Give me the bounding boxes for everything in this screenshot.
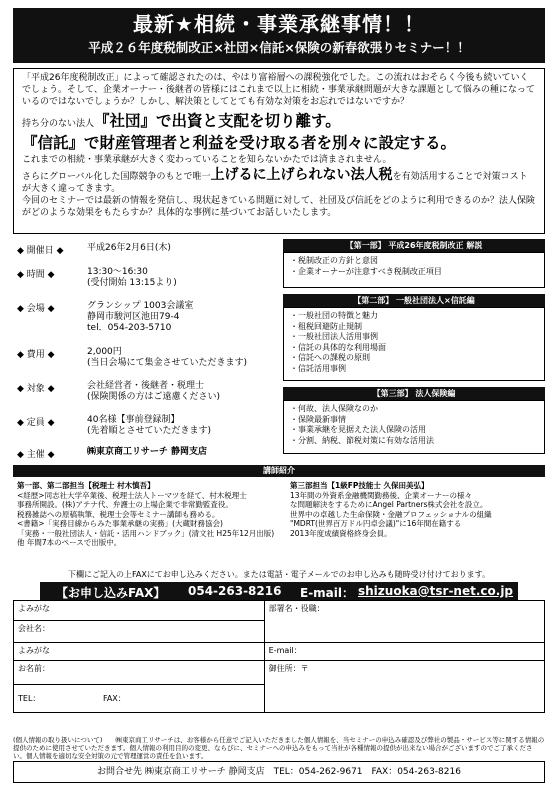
detail-value: (先着順とさせていただきます) bbox=[87, 426, 212, 436]
company-label: 会社名： bbox=[18, 624, 50, 633]
session-item: ・税制改正の方針と意図 bbox=[290, 256, 378, 265]
session-3-box bbox=[283, 400, 545, 454]
lecturer-1-bio: 「実務・一般社団法人・信託・活用ハンドブック」(清文社 H25年12月出版) 他 年間7本のペースで出版中。 bbox=[17, 528, 282, 547]
dept-field[interactable] bbox=[264, 601, 544, 643]
privacy-notice: (個人情報の取り扱いについて) ㈱東京商工リサーチは、お客様から任意でご記入いただきました個人情報を、当セミナーの申込み確認及び弊社の製品・サービス等に関する情報の提供のために使用させていただきます。個人情報の利用目的の変更、ならびに、セミナーへの申込みをもって当社が各種情報の提供が出来ない場合がございますのでご了承ください。個人情報を適切な安全対策の元で管理運営の責任を負います。 bbox=[13, 736, 545, 760]
detail-value: (当日会場にて集金させていただきます) bbox=[87, 358, 248, 368]
fax-label: 【お申し込みFAX】 bbox=[56, 586, 166, 600]
detail-value: (保険関係の方はご遠慮ください) bbox=[87, 392, 221, 402]
intro-line-tax bbox=[22, 169, 536, 195]
name-furigana-field[interactable] bbox=[14, 643, 265, 661]
name-label: お名前： bbox=[18, 664, 50, 673]
address-field[interactable] bbox=[264, 661, 544, 713]
intro-shadan-heading: 『社団』で出資と支配を切り離す。 bbox=[94, 112, 341, 130]
email-field[interactable] bbox=[264, 643, 544, 661]
company-field[interactable] bbox=[14, 621, 265, 643]
session-1-title: 【第一部】 平成26年度税制改正 解説 bbox=[283, 239, 545, 252]
fax-banner bbox=[40, 582, 518, 601]
detail-value: (受付開始 13:15より) bbox=[87, 278, 177, 288]
lecturer-2-bio: 13年間の外資系金融機関勤務後、企業オーナーの様々 bbox=[290, 490, 473, 500]
page-subtitle: 平成２６年度税制改正×社団×信託×保険の新春欲張りセミナー！！ bbox=[88, 40, 470, 55]
intro-tax-heading: 上げるに上げられない法人税 bbox=[210, 167, 393, 183]
intro-box bbox=[13, 68, 545, 234]
session-item: ・保険最新事情 bbox=[290, 414, 346, 424]
intro-paragraph-4: これまでの相続・事業承継が大きく変わっていることを知らないかたでは済まされません。 bbox=[22, 155, 392, 165]
header-banner bbox=[13, 8, 545, 63]
detail-label: ◆ 主催 ◆ bbox=[17, 450, 55, 460]
session-item: ・分割、納税、節税対策に有効な活用法 bbox=[290, 435, 434, 445]
session-item: ・信託活用事例 bbox=[290, 363, 346, 373]
email-field-label: E-mail： bbox=[268, 646, 302, 655]
furigana-label: よみがな bbox=[18, 646, 50, 655]
page-title: 最新★相続・事業承継事情！！ bbox=[133, 12, 425, 36]
lecturers-heading: 講師紹介 bbox=[13, 465, 545, 477]
detail-label: ◆ 対象 ◆ bbox=[17, 384, 55, 394]
lecturer-1-bio: <経歴>同志社大学卒業後、税理士法人トーマツを経て、村木税理士 bbox=[17, 490, 247, 500]
tel-label: TEL： bbox=[18, 694, 41, 703]
detail-label: ◆ 会場 ◆ bbox=[17, 304, 55, 314]
detail-value: 2,000円 bbox=[87, 347, 122, 357]
email-link[interactable]: shizuoka@tsr-net.co.jp bbox=[358, 584, 514, 598]
email-label: E-mail： bbox=[300, 586, 355, 600]
session-item: ・企業オーナーが注意すべき税制改正項目 bbox=[290, 266, 442, 276]
session-item: ・信託への課税の原則 bbox=[290, 353, 370, 362]
lecturer-2-bio: 2013年度成績資格終身会員。 bbox=[290, 528, 392, 538]
lecturer-2-bio: "MDRT(世界百万ドル円卓会議)"に16年間在籍する bbox=[290, 519, 462, 528]
lecturer-1-bio: 税務雑誌への原稿執筆、税理士会等セミナー講師も務める。 bbox=[17, 509, 220, 519]
furigana-field[interactable] bbox=[14, 601, 265, 621]
address-label: 御住所：〒 bbox=[268, 664, 309, 673]
session-2-title: 【第二部】 一般社団法人×信託編 bbox=[283, 294, 545, 307]
lecturer-1-bio: <書籍>「実務目線からみた事業承継の実務」(大蔵財務協会) bbox=[17, 519, 223, 528]
name-field[interactable] bbox=[14, 661, 265, 685]
dept-label: 部署名・役職： bbox=[268, 604, 325, 613]
lecturer-2-bio: な問題解決をするためにAngel Partners株式会社を設立。 bbox=[290, 500, 488, 509]
session-1-box bbox=[283, 252, 545, 288]
session-item: ・租税回避防止規制 bbox=[290, 321, 362, 331]
intro-line-shadan bbox=[22, 110, 536, 132]
lecturer-1-bio: 事務所開設。(株)アテナ代、弁護士の上場企業で非常勤監査役。 bbox=[17, 500, 233, 509]
session-item: ・事業承継を見据えた法人保険の活用 bbox=[290, 425, 426, 434]
intro-paragraph-1: 「平成26年度税制改正」によって確認されたのは、やはり富裕層への課税強化でした。この流れはおそらく今後も続いていくでしょう。そして、企業オーナー・後継者の皆様にはこれまで以上に相続・事業承継問題が大きな課題として悩みの種になっているのではないでしょうか？しかし、解決策としてとても有効な対策をお忘れではないですか？ bbox=[22, 73, 535, 107]
lecturer-2-bio: 世界中の卓越した生命保険・金融プロフェッショナルの組織 bbox=[290, 509, 492, 519]
session-item: ・何故、法人保険なのか bbox=[290, 404, 378, 413]
session-item: ・一般社団法人活用事例 bbox=[290, 332, 378, 341]
intro-paragraph-6: 今回のセミナーでは最新の情報を発信し、現状起きている問題に対して、社団及び信託をどのように利用できるのか？法人保険がどのような効果をもたらすか？具体的な事例に基づいてお話しいたします。 bbox=[22, 196, 535, 218]
detail-value: tel．054-203-5710 bbox=[87, 323, 172, 333]
detail-value: 静岡市駿河区池田79-4 bbox=[87, 312, 180, 322]
contact-footer: お問合せ先 ㈱東京商工リサーチ 静岡支店 TEL：054-262-9671 FAX：054-263-8216 bbox=[13, 761, 545, 783]
session-item: ・一般社団の特徴と魅力 bbox=[290, 311, 378, 320]
session-item: ・信託の具体的な利用場面 bbox=[290, 342, 386, 352]
intro-tax-suffix: を有効活用することで対策コストが大きく違ってきます。 bbox=[22, 172, 528, 194]
detail-label: ◆ 開催日 ◆ bbox=[17, 246, 64, 256]
session-list bbox=[283, 239, 545, 454]
detail-value: 会社経営者・後継者・税理士 bbox=[87, 381, 205, 391]
application-note: 下欄にご記入の上FAXにてお申し込みください。または電話・電子メールでのお申し込みも随時受け付けております。 bbox=[67, 570, 490, 579]
detail-label: ◆ 時間 ◆ bbox=[17, 270, 55, 280]
application-form bbox=[13, 600, 545, 713]
detail-label: ◆ 費用 ◆ bbox=[17, 350, 55, 360]
fax-number[interactable]: 054-263-8216 bbox=[188, 584, 282, 598]
intro-tax-prefix: さらにグローバル化した国際競争のもとで唯一 bbox=[22, 172, 211, 182]
fax-field-label: FAX： bbox=[102, 694, 126, 703]
detail-value: 40名様【事前登録制】 bbox=[87, 415, 180, 425]
lecturer-2-name: 第三部担当【1級FP技能士 久保田美弘】 bbox=[290, 481, 429, 490]
intro-trust-heading: 『信託』で財産管理者と利益を受け取る者を別々に設定する。 bbox=[22, 134, 457, 152]
intro-shadan-prefix: 持ち分のない法人 bbox=[22, 119, 95, 129]
lecturer-2 bbox=[290, 481, 545, 538]
detail-label: ◆ 定員 ◆ bbox=[17, 418, 55, 428]
session-2-box bbox=[283, 307, 545, 381]
furigana-label: よみがな bbox=[18, 604, 50, 613]
lecturer-1 bbox=[17, 481, 282, 548]
tel-fax-field[interactable] bbox=[14, 685, 265, 713]
detail-value: 13:30〜16:30 bbox=[87, 267, 148, 277]
lecturer-1-name: 第一部、第二部担当【税理士 村木慎吾】 bbox=[17, 481, 155, 490]
detail-value: ㈱東京商工リサーチ 静岡支店 bbox=[87, 447, 207, 457]
session-3-title: 【第三部】 法人保険編 bbox=[283, 387, 545, 400]
detail-value: グランシップ 1003会議室 bbox=[87, 301, 194, 311]
detail-value: 平成26年2月6日(木) bbox=[87, 243, 171, 253]
